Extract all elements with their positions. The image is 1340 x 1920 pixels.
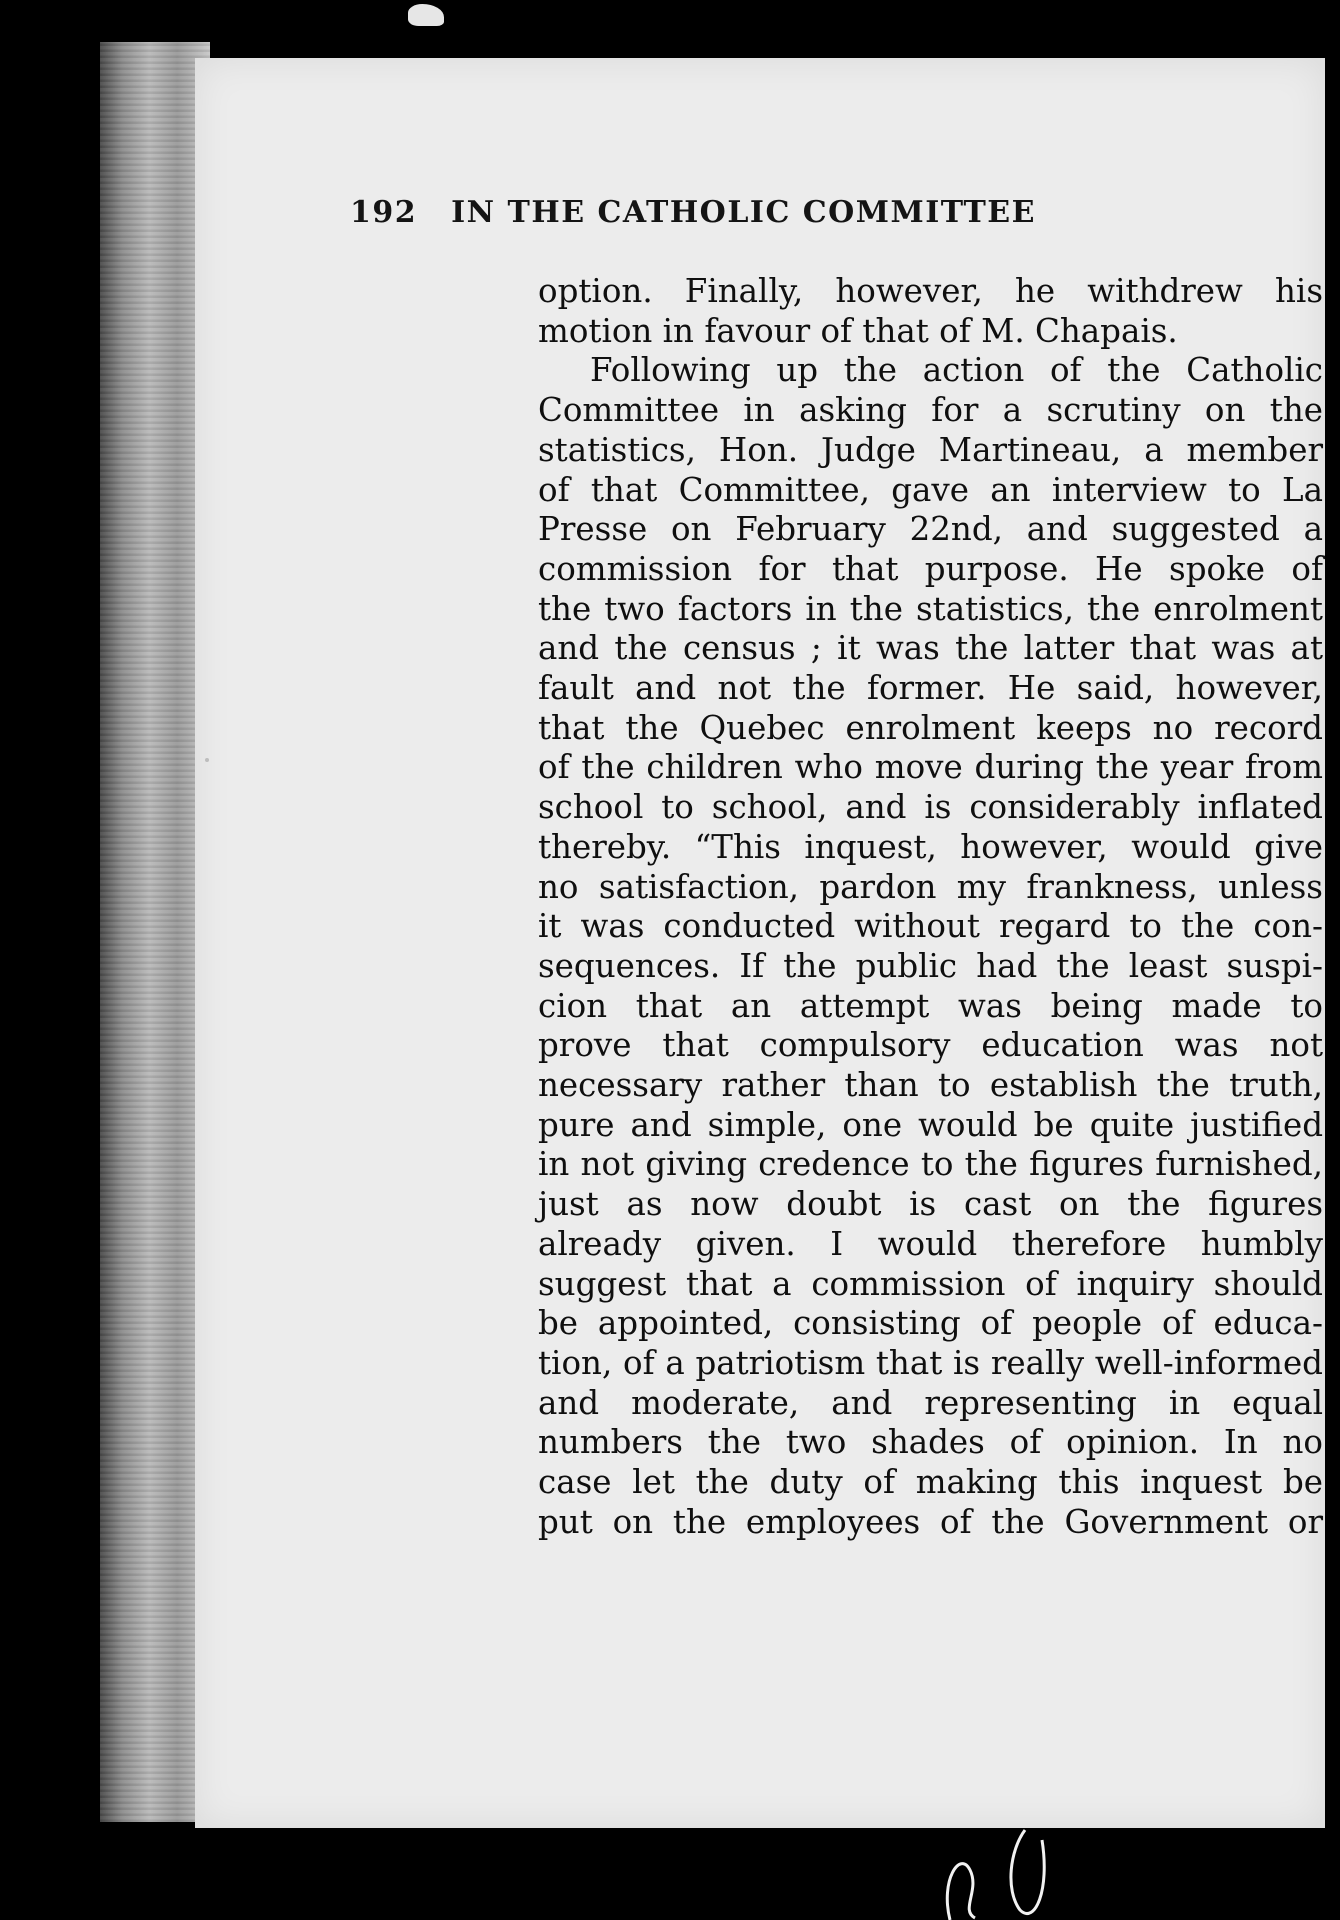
text-line: necessary rather than to establish the truth, <box>538 1066 1323 1105</box>
text-line: statistics, Hon. Judge Martineau, a member <box>538 430 1323 469</box>
text-line: no satisfaction, pardon my frankness, unless <box>538 867 1323 906</box>
text-line: in not giving credence to the figures furnished, <box>538 1145 1323 1184</box>
text-line: Presse on February 22nd, and suggested a <box>538 510 1323 549</box>
text-line: case let the duty of making this inquest be <box>538 1463 1323 1502</box>
text-line: thereby. “This inquest, however, would give <box>538 827 1323 866</box>
text-line: commission for that purpose. He spoke of <box>538 549 1323 588</box>
paper-speck <box>205 758 209 762</box>
book-page-edges <box>100 42 210 1822</box>
text-line: and moderate, and representing in equal <box>538 1383 1323 1422</box>
text-line: tion, of a patriotism that is really well-informed <box>538 1343 1323 1382</box>
text-line: prove that compulsory education was not <box>538 1026 1323 1065</box>
text-line: cion that an attempt was being made to <box>538 986 1323 1025</box>
page-number: 192 <box>350 195 418 230</box>
text-line: school to school, and is considerably inflated <box>538 788 1323 827</box>
text-line: suggest that a commission of inquiry should <box>538 1264 1323 1303</box>
text-line: sequences. If the public had the least suspi- <box>538 946 1323 985</box>
scan-artifact <box>408 4 444 26</box>
body-text <box>538 272 1323 1543</box>
text-line: Committee in asking for a scrutiny on the <box>538 391 1323 430</box>
text-line: numbers the two shades of opinion. In no <box>538 1423 1323 1462</box>
text-line: just as now doubt is cast on the figures <box>538 1185 1323 1224</box>
text-line: the two factors in the statistics, the enrolment <box>538 589 1323 628</box>
text-line: motion in favour of that of M. Chapais. <box>538 311 1178 350</box>
text-line: pure and simple, one would be quite justified <box>538 1105 1323 1144</box>
text-line: already given. I would therefore humbly <box>538 1224 1323 1263</box>
text-line: and the census ; it was the latter that was at <box>538 629 1323 668</box>
text-line: of that Committee, gave an interview to La <box>538 470 1323 509</box>
text-line: fault and not the former. He said, however, <box>538 669 1323 708</box>
scan-artifact <box>930 1800 1070 1920</box>
text-line: option. Finally, however, he withdrew his <box>538 272 1323 310</box>
text-line: put on the employees of the Government or <box>538 1502 1323 1541</box>
text-line: be appointed, consisting of people of educa- <box>538 1304 1323 1343</box>
running-head-title: IN THE CATHOLIC COMMITTEE <box>451 195 1037 230</box>
text-line: of the children who move during the year from <box>538 748 1323 787</box>
text-line: Following up the action of the Catholic <box>590 351 1323 390</box>
text-line: it was conducted without regard to the con- <box>538 907 1323 946</box>
running-head <box>350 195 1230 230</box>
text-line: that the Quebec enrolment keeps no record <box>538 708 1323 747</box>
